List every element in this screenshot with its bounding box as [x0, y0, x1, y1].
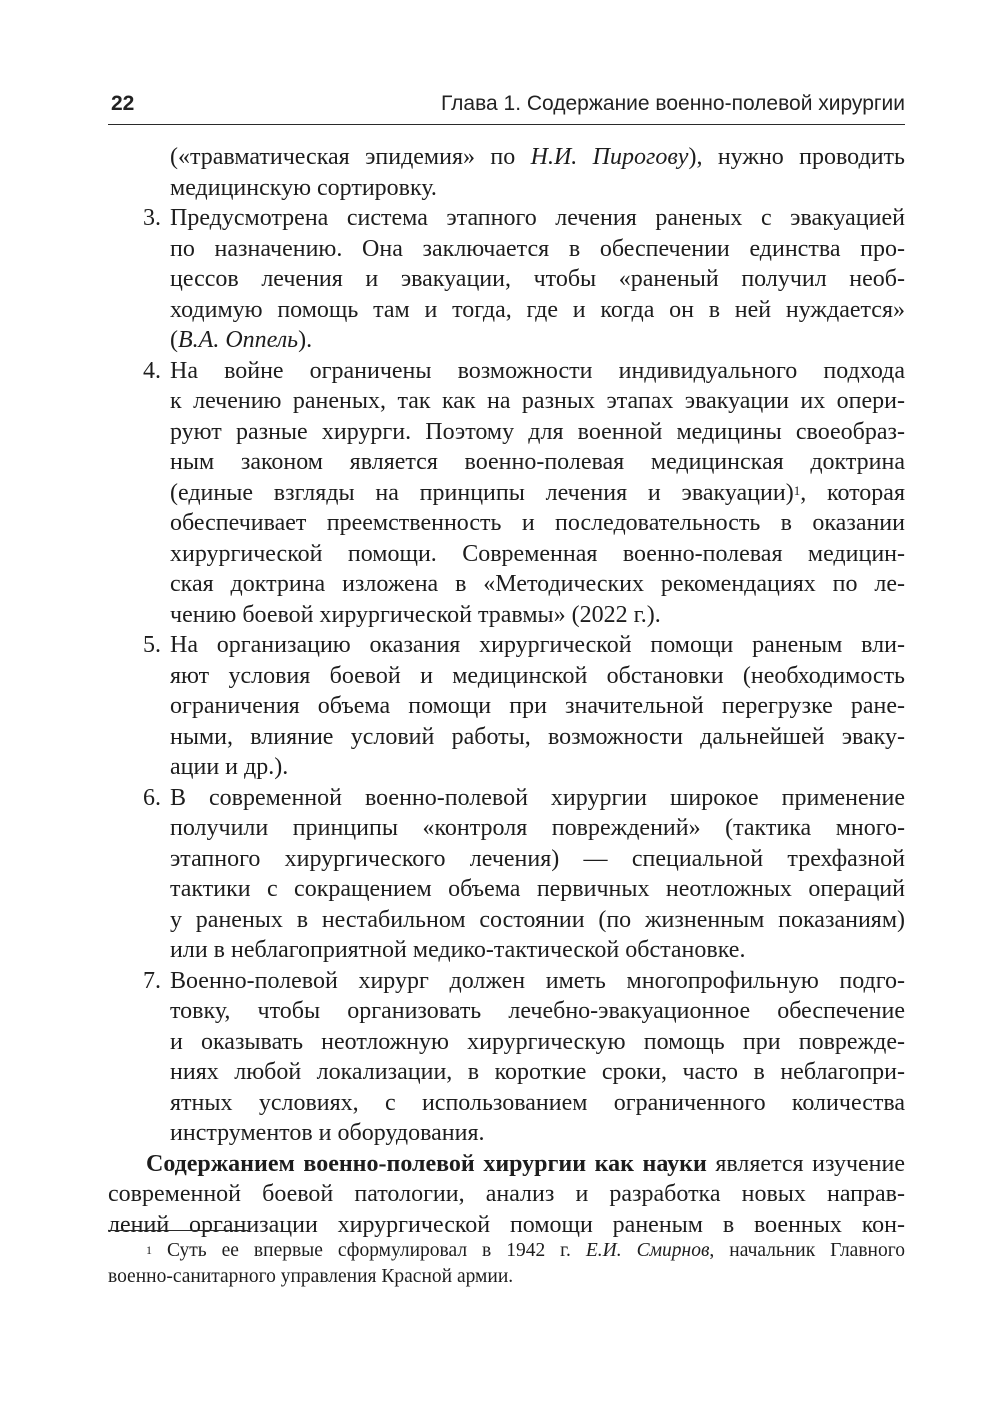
list-number: 5. [143, 632, 161, 658]
list-item-4: 4. На войне ограничены возможности индивидуального подхода [108, 356, 905, 387]
text-line: (единые взгляды на принципы лечения и эвакуации)$^1$, которая [170, 479, 905, 506]
text-line: руют разные хирурги. Поэтому для военной медицины своеобраз- [170, 418, 905, 445]
paragraph-first-line: Содержанием военно-полевой хирургии как науки является изучение [146, 1150, 906, 1177]
footnote-line: военно-санитарного управления Красной армии. [108, 1266, 514, 1287]
text-line: ская доктрина изложена в «Методических рекомендациях по ле- [170, 571, 905, 597]
author-name: В.А. Оппель [178, 327, 299, 353]
list-number: 7. [143, 967, 161, 994]
text-line: ации и др.). [170, 754, 289, 780]
list-number: 6. [143, 784, 161, 811]
page-number: 22 [111, 92, 135, 115]
footnote-separator [108, 1230, 248, 1231]
bold-term: Содержанием военно-полевой хирургии как науки [146, 1150, 707, 1177]
footnote-reference: 1 [793, 482, 801, 498]
list-number: 4. [143, 357, 161, 384]
text-line: яют условия боевой и медицинской обстановки (необходимость [170, 662, 905, 689]
text-line: товку, чтобы организовать лечебно-эвакуационное обеспечение [170, 998, 905, 1024]
text-line: ограничения объема помощи при значительной перегрузке ране- [170, 693, 905, 719]
text-line: лений организации хирургической помощи раненым в военных кон- [108, 1211, 905, 1238]
running-head: Глава 1. Содержание военно-полевой хирургии [440, 92, 905, 115]
text-line: ходимую помощь там и тогда, где и когда он в ней нуждается» [170, 296, 905, 323]
text-line: медицинскую сортировку. [170, 174, 437, 201]
text-line: тактики с сокращением объема первичных неотложных операций [170, 876, 905, 902]
text-line: (В.А. Оппель). [170, 327, 313, 353]
text-line: инструментов и оборудования. [170, 1120, 485, 1146]
text-line: и оказывать неотложную хирургическую помощь при поврежде- [170, 1028, 905, 1055]
text-line: получили принципы «контроля повреждений» (тактика много- [170, 815, 905, 841]
list-item-7: 7. Военно-полевой хирург должен иметь многопрофильную подго- [108, 966, 905, 997]
text-line: к лечению раненых, так как на разных этапах эвакуации их опери- [170, 388, 905, 414]
list-item-5: 5. На организацию оказания хирургической помощи раненым вли- [108, 630, 905, 661]
text-line: у раненых в нестабильном состоянии (по жизненным показаниям) [170, 906, 905, 933]
text-line: обеспечивает преемственность и последовательность в оказании [170, 510, 905, 536]
text-line: ятных условиях, с использованием ограниченного количества [170, 1089, 905, 1116]
list-number: 3. [143, 205, 161, 231]
footnote-mark: 1 [146, 1243, 152, 1257]
text-line: чению боевой хирургической травмы» (2022 г.). [170, 601, 661, 628]
text-line: ными, влияние условий работы, возможности дальнейшей эваку- [170, 723, 905, 750]
footnote-line: $^1$ Суть ее впервые сформулировал в 1942 г. Е.И. Смирнов, начальник Главного [146, 1240, 905, 1261]
footnote [108, 1238, 905, 1290]
text-line: цессов лечения и эвакуации, чтобы «раненый получил необ- [170, 266, 905, 292]
list-item-3: 3. Предусмотрена система этапного лечения раненых с эвакуацией [108, 203, 905, 234]
author-name: Е.И. Смирнов [585, 1240, 710, 1261]
text-line: или в неблагоприятной медико-тактической обстановке. [170, 937, 746, 963]
list-item-6: 6. В современной военно-полевой хирургии широкое применение [108, 783, 905, 814]
text-line: хирургической помощи. Современная военно-полевая медицин- [170, 540, 905, 567]
text-line: этапного хирургического лечения) — специальной трехфазной [170, 845, 905, 872]
author-name: Н.И. Пирогову [530, 144, 689, 170]
text-line: современной боевой патологии, анализ и разработка новых направ- [108, 1181, 905, 1207]
text-line: («травматическая эпидемия» по Н.И. Пирогову), нужно проводить [170, 144, 905, 170]
page-header [108, 86, 905, 125]
text-line: по назначению. Она заключается в обеспечении единства про- [170, 235, 905, 262]
text-line: ниях любой локализации, в короткие сроки, часто в неблагопри- [170, 1059, 905, 1085]
text-line: ным законом является военно-полевая медицинская доктрина [170, 449, 905, 475]
main-text [108, 142, 905, 1240]
